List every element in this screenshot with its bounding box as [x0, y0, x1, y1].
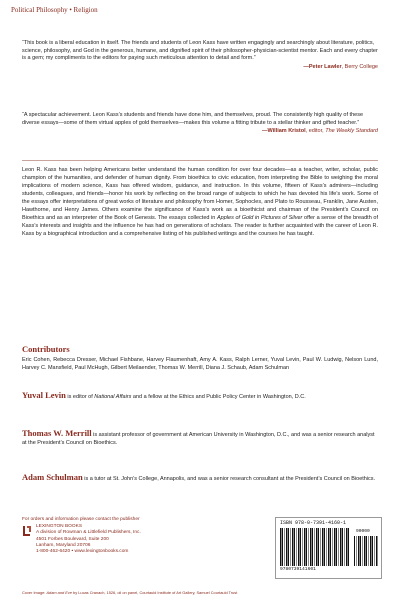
- blurb-kristol: [22, 112, 378, 136]
- editor-bio-text: is assistant professor of government at American University in Washington, D.C., and was a senior research analyst at the President’s Council on Bioethics.: [22, 432, 375, 446]
- blurb-affiliation-prefix: editor,: [308, 128, 326, 135]
- blurb-author: —William Kristol: [261, 128, 306, 135]
- divider: [22, 160, 378, 161]
- blurb-text: “This book is a liberal education in itself. The friends and students of Leon Kass have written engagingly and searchingly about literature, politics, science, philosophy, and God in the generous, humane, and dignified spirit of their philosopher-physician-scientist mentor. Each and every chapter is a gem; my compliments to the editors for paying such meticulous attention to detail and form.”: [22, 40, 378, 62]
- description-part1: Leon R. Kass has been helping Americans better understand the human condition for over four decades—as a teacher, writer, scholar, public champion of the humanities, and defender of human dignity. From bioethics to civic education, from interpreting the Bible to weighing the moral implications of modern science, Kass has offered wisdom, guidance, and instruction. In this volume, fifteen of Kass’s admirers—including students, colleagues, and friends—honor his work by reflecting on the broad range of subjects to which he has devoted his life’s work. Some of the essays offer interpretations of great works of literature and philosophy from Homer, Sophocles, and Plato to Rousseau, Franklin, Jane Austen, Hawthorne, and Henry James. Others examine the significance of Kass’s work as a bioethicist and chairman of the President’s Council on Bioethics and as an interpreter of the Book of Genesis. The essays collected in: [22, 167, 378, 221]
- publisher-text: [36, 524, 141, 555]
- publisher-phone: 1-800-462-6420: [36, 549, 71, 555]
- editor-name: Yuval Levin: [22, 390, 66, 400]
- blurb-lawler: [22, 40, 378, 71]
- price-barcode-icon: [354, 536, 378, 566]
- editor-bio-levin: [22, 391, 378, 401]
- barcode-icon: [280, 528, 350, 566]
- blurb-attribution: —William Kristol, editor, The Weekly Standard: [261, 128, 378, 135]
- cover-image-credit: [22, 590, 382, 595]
- barcode-block: [275, 517, 382, 579]
- blurb-attribution: —Peter Lawler, Berry College: [303, 63, 378, 70]
- cover-credit-rest: by Lucas Cranach, 1526, oil on panel, Courtauld Institute of Art Gallery, Samuel Courtauld Trust: [71, 590, 238, 595]
- publisher-logo-icon: [22, 525, 32, 537]
- barcode-number: 9780739141601: [280, 567, 316, 572]
- publisher-block: [22, 524, 242, 566]
- cover-credit-label: Cover Image:: [22, 590, 47, 595]
- editor-bio-text-end: and a fellow at the Ethics and Public Policy Center in Washington, D.C.: [131, 394, 306, 400]
- editor-bio-text: is editor of: [65, 394, 95, 400]
- blurb-affiliation: The Weekly Standard: [325, 128, 378, 135]
- blurb-author: —Peter Lawler: [303, 63, 342, 70]
- orders-line: For orders and information please contact the publisher: [22, 517, 140, 522]
- editor-bio-schulman: [22, 473, 378, 483]
- editor-bio-text: is a tutor at St. John’s College, Annapolis, and was a senior research consultant at the President’s Council on Bioethics.: [82, 476, 376, 482]
- publisher-contact: [36, 549, 141, 555]
- editor-bio-italic: National Affairs: [94, 394, 132, 400]
- contributors-heading: Contributors: [22, 344, 70, 354]
- publisher-website[interactable]: www.lexingtonbooks.com: [74, 549, 129, 555]
- publisher-city: Lanham, Maryland 20706: [36, 542, 91, 548]
- book-title: Apples of Gold in Pictures of Silver: [217, 215, 303, 221]
- publisher-separator: •: [70, 549, 75, 555]
- blurb-affiliation: Berry College: [344, 63, 378, 70]
- category-label: Political Philosophy • Religion: [11, 6, 98, 14]
- editor-bio-merrill: [22, 429, 378, 447]
- publisher-name: LEXINGTON BOOKS: [36, 524, 83, 529]
- isbn-label: ISBN 978-0-7391-4160-1: [280, 520, 347, 526]
- publisher-address: 4501 Forbes Boulevard, Suite 200: [36, 536, 109, 542]
- blurb-text: “A spectacular achievement. Leon Kass’s students and friends have done him, and themselves, proud. The consistently high quality of these diverse essays—some of them virtual apples of gold themselves—makes this volume a fitting tribute to a stellar thinker and gifted teacher.”: [22, 112, 363, 126]
- price-code: 90000: [356, 529, 370, 534]
- description-part2: offer a sense of the breadth of Kass’s interests and insights and the influence he has had on generations of scholars. The reader is further acquainted with the career of Leon R. Kass by a biographical introduction and a comprehensive listing of his published writings and the courses he has taught.: [22, 215, 378, 237]
- editor-name: Adam Schulman: [22, 472, 83, 482]
- editor-name: Thomas W. Merrill: [22, 428, 92, 438]
- publisher-division: A division of Rowman & Littlefield Publishers, Inc.: [36, 530, 141, 536]
- book-description: [22, 166, 378, 238]
- cover-credit-title: Adam and Eve: [46, 590, 72, 595]
- contributors-list: Eric Cohen, Rebecca Dresser, Michael Fishbane, Harvey Flaumenhaft, Amy A. Kass, Ralph Lerner, Yuval Levin, Paul W. Ludwig, Nelson Lund, Harvey C. Mansfield, Paul McHugh, Gilbert Meilaender, Thomas W. Merrill, Diana J. Schaub, Adam Schulman: [22, 357, 378, 371]
